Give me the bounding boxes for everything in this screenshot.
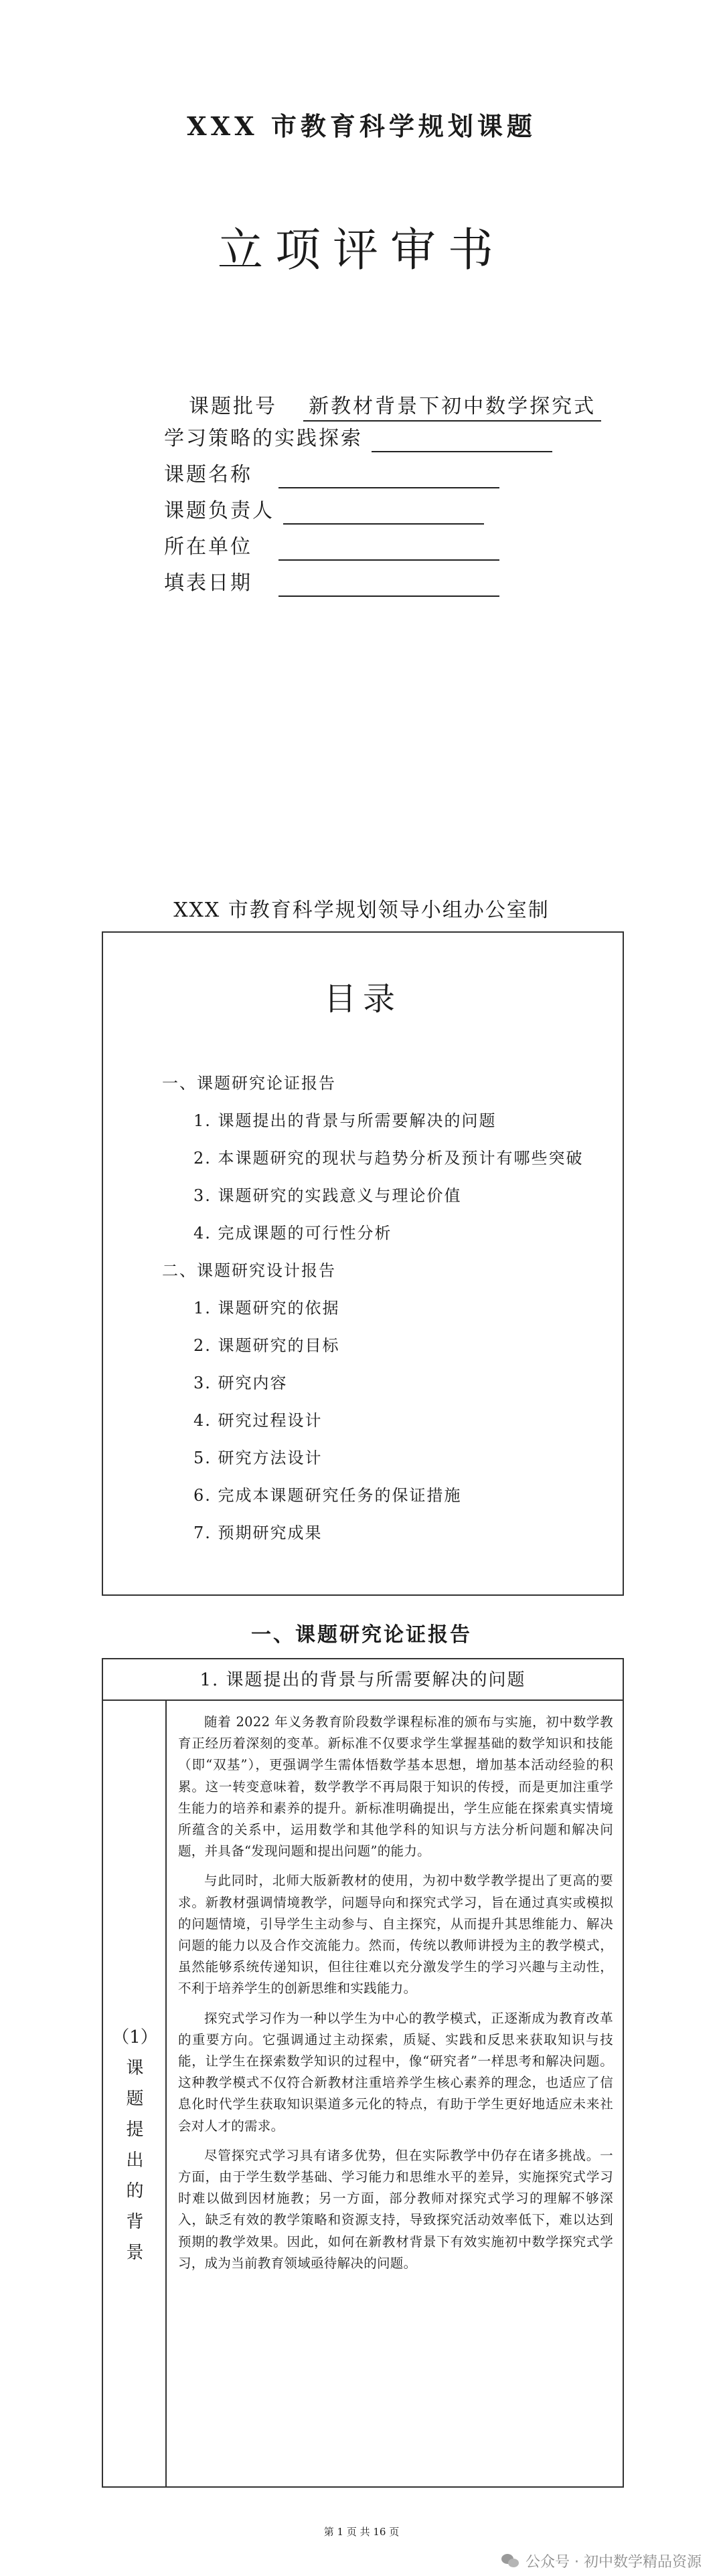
paragraph: 探究式学习作为一种以学生为中心的教学模式，正逐渐成为教育改革的重要方向。它强调通过主动探索，质疑、实践和反思来获取知识与技能，让学生在探索数学知识的过程中，像“研究者”一样思考和解决问题。这种教学模式不仅符合新教材注重培养学生核心素养的理念，也适应了信息化时代学生获取知识渠道多元化的特点，有助于学生更好地适应未来社会对人才的需求。 bbox=[178, 2010, 613, 2134]
toc-item[interactable]: 7. 预期研究成果 bbox=[193, 1524, 323, 1542]
field-label: 课题批号 bbox=[189, 395, 277, 418]
paragraph: 与此同时，北师大版新教材的使用，为初中数学教学提出了更高的要求。新教材强调情境教学，问题导向和探究式学习，旨在通过真实或模拟的问题情境，引导学生主动参与、自主探究，从而提升其思维能力、解决问题的能力以及合作交流能力。然而，传统以教师讲授为主的教学模式，虽然能够系统传递知识，但往往难以充分激发学生的学习兴趣与主动性，不利于培养学生的创新思维和实践能力。 bbox=[178, 1873, 613, 1997]
watermark bbox=[501, 2551, 702, 2571]
toc-title: 目录 bbox=[323, 980, 402, 1018]
field-label: 课题负责人 bbox=[164, 499, 274, 523]
paragraph: 尽管探究式学习具有诸多优势，但在实际教学中仍存在诸多挑战。一方面，由于学生数学基础、学习能力和思维水平的差异，实施探究式学习时难以做到因材施教；另一方面，部分教师对探究式学习的理解不够深入，缺乏有效的教学策略和资源支持，导致探究活动效率低下，难以达到预期的教学效果。因此，如何在新教材背景下有效实施初中数学探究式学习，成为当前教育领域亟待解决的问题。 bbox=[178, 2147, 613, 2271]
toc-item[interactable]: 2. 本课题研究的现状与趋势分析及预计有哪些突破 bbox=[193, 1149, 584, 1168]
page-number: 第 1 页 共 16 页 bbox=[323, 2526, 400, 2538]
field-label: 课题名称 bbox=[164, 463, 252, 486]
body-text bbox=[178, 1712, 613, 2274]
main-title: 立项评审书 bbox=[217, 224, 505, 277]
toc-item[interactable]: 6. 完成本课题研究任务的保证措施 bbox=[193, 1486, 462, 1505]
field-underline bbox=[278, 463, 499, 488]
watermark-text: 公众号 · 初中数学精品资源 bbox=[526, 2554, 702, 2571]
toc-item[interactable]: 4. 研究过程设计 bbox=[193, 1411, 323, 1430]
field-label: 学习策略的实践探索 bbox=[164, 427, 363, 450]
field-date bbox=[164, 570, 499, 597]
toc-item[interactable]: 3. 研究内容 bbox=[193, 1374, 288, 1392]
toc-item[interactable]: 3. 课题研究的实践意义与理论价值 bbox=[193, 1186, 462, 1205]
toc-item[interactable]: 2. 课题研究的目标 bbox=[193, 1336, 340, 1355]
toc-item[interactable]: 二、课题研究设计报告 bbox=[162, 1261, 336, 1280]
field-underline bbox=[283, 499, 484, 525]
office-name: XXX 市教育科学规划领导小组办公室制 bbox=[173, 899, 550, 922]
field-underline bbox=[278, 571, 499, 597]
wechat-icon bbox=[501, 2554, 520, 2569]
toc-item[interactable]: 1. 课题提出的背景与所需要解决的问题 bbox=[193, 1111, 497, 1130]
field-leader bbox=[164, 498, 484, 525]
field-project-number bbox=[189, 393, 601, 422]
field-label: 填表日期 bbox=[164, 571, 252, 595]
toc-item[interactable]: 一、课题研究论证报告 bbox=[162, 1074, 336, 1093]
toc-item[interactable]: 1. 课题研究的依据 bbox=[193, 1299, 340, 1317]
table-header: 1. 课题提出的背景与所需要解决的问题 bbox=[103, 1659, 623, 1701]
field-title-continued bbox=[164, 426, 552, 452]
org-title: XXX 市教育科学规划课题 bbox=[187, 111, 536, 141]
toc-item[interactable]: 4. 完成课题的可行性分析 bbox=[193, 1224, 392, 1243]
report-table bbox=[102, 1658, 624, 2488]
left-column bbox=[103, 1701, 167, 2486]
paragraph: 随着 2022 年义务教育阶段数学课程标准的颁布与实施，初中数学教育正经历着深刻的变革。新标准不仅要求学生掌握基础的数学知识和技能（即“双基”），更强调学生需体悟数学基本思想，增加基本活动经验的积累。这一转变意味着，数学教学不再局限于知识的传授，而是更加注重学生能力的培养和素养的提升。新标准明确提出，学生应能在探索真实情境所蕴含的关系中，运用数学和其他学科的知识与方法分析问题和解决问题，并具备“发现问题和提出问题”的能力。 bbox=[178, 1714, 613, 1859]
field-underline bbox=[278, 535, 499, 561]
table-of-contents bbox=[102, 931, 624, 1596]
row-label: （1） 课 题 提 出 的 背 景 bbox=[112, 2027, 158, 2263]
field-underline bbox=[372, 427, 552, 452]
field-unit bbox=[164, 534, 499, 561]
field-label: 所在单位 bbox=[164, 535, 252, 559]
section-heading: 一、课题研究论证报告 bbox=[251, 1623, 472, 1647]
toc-item[interactable]: 5. 研究方法设计 bbox=[193, 1449, 323, 1467]
field-project-name bbox=[164, 462, 499, 488]
field-value: 新教材背景下初中数学探究式 bbox=[303, 393, 601, 422]
